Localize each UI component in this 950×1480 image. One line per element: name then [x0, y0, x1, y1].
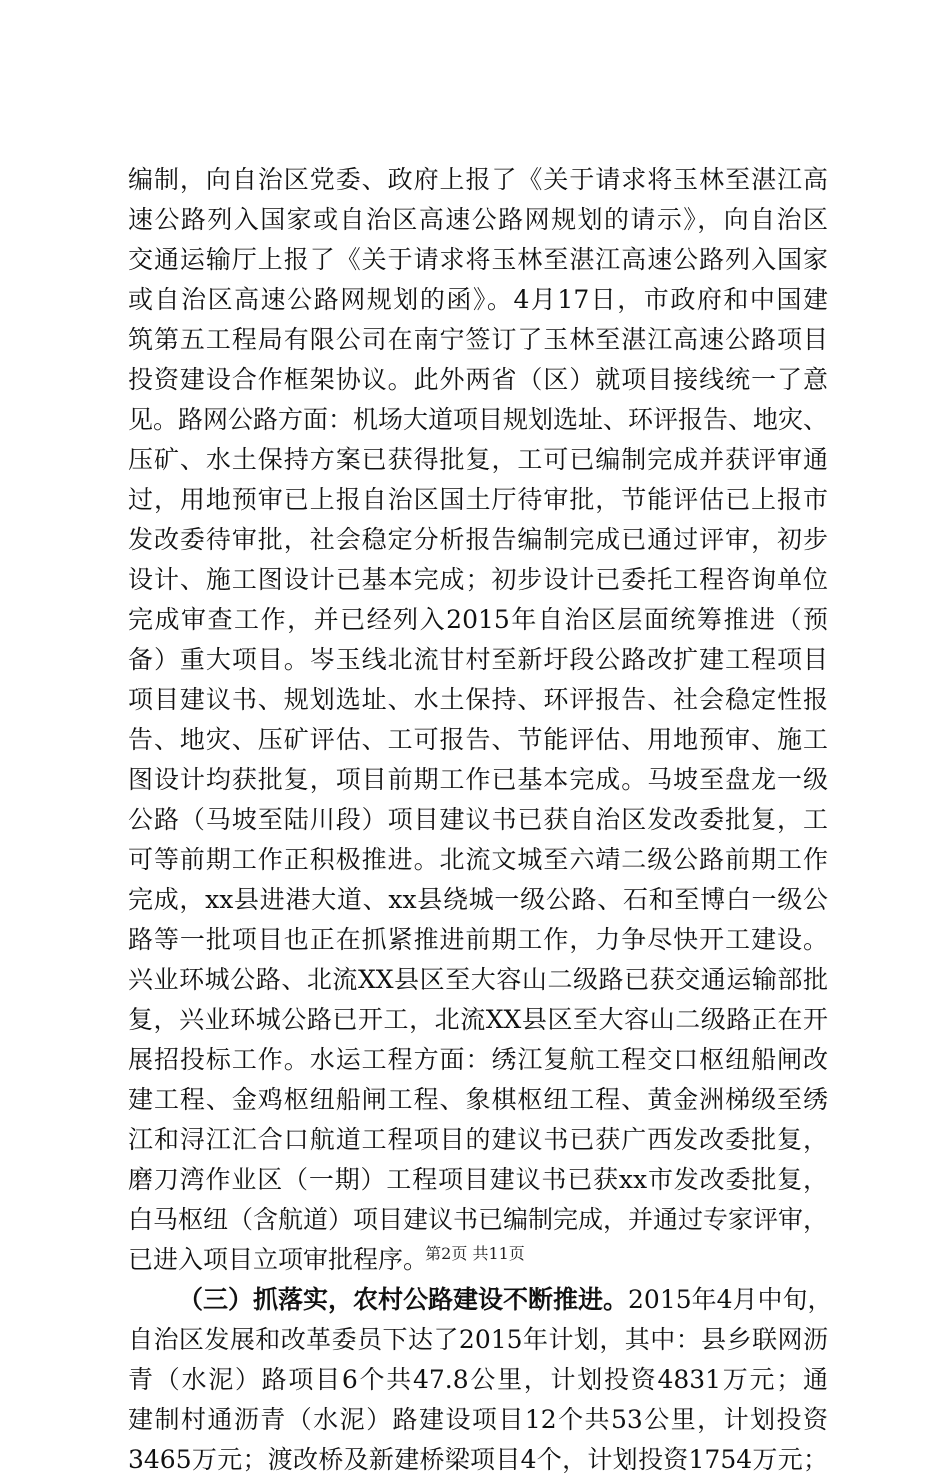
text-line: 3465万元；渡改桥及新建桥梁项目4个，计划投资1754万元；	[128, 1445, 828, 1474]
text-line: 项目建议书、规划选址、水土保持、环评报告、社会稳定性报	[128, 685, 828, 714]
text-line: 见。路网公路方面：机场大道项目规划选址、环评报告、地灾、	[128, 405, 829, 434]
text-line: 设计、施工图设计已基本完成；初步设计已委托工程咨询单位	[128, 565, 828, 594]
text-line: 展招投标工作。水运工程方面：绣江复航工程交口枢纽船闸改	[128, 1045, 828, 1074]
text-line: 备）重大项目。岑玉线北流甘村至新圩段公路改扩建工程项目	[128, 645, 828, 674]
text-line: 建工程、金鸡枢纽船闸工程、象棋枢纽工程、黄金洲梯级至绣	[128, 1085, 828, 1114]
text-line: 自治区发展和改革委员下达了2015年计划，其中：县乡联网沥	[128, 1325, 828, 1354]
text-line: 路等一批项目也正在抓紧推进前期工作，力争尽快开工建设。	[128, 925, 828, 954]
text-line: 过，用地预审已上报自治区国土厅待审批，节能评估已上报市	[128, 485, 828, 514]
text-line: 压矿、水土保持方案已获得批复，工可已编制完成并获评审通	[128, 445, 828, 474]
text-line: 兴业环城公路、北流XX县区至大容山二级路已获交通运输部批	[128, 965, 828, 994]
text-line: 白马枢纽（含航道）项目建议书已编制完成，并通过专家评审，	[128, 1205, 829, 1234]
text-line: 交通运输厅上报了《关于请求将玉林至湛江高速公路列入国家	[128, 245, 828, 274]
text-line: 青（水泥）路项目6个共47.8公里，计划投资4831万元；通	[128, 1365, 828, 1394]
text-line: 可等前期工作正积极推进。北流文城至六靖二级公路前期工作	[128, 845, 828, 874]
section-3-lead-text: 2015年4月中旬，	[628, 1285, 833, 1314]
text-line: 投资建设合作框架协议。此外两省（区）就项目接线统一了意	[128, 365, 828, 394]
text-line: 复，兴业环城公路已开工，北流XX县区至大容山二级路正在开	[128, 1005, 828, 1034]
text-line: 图设计均获批复，项目前期工作已基本完成。马坡至盘龙一级	[128, 765, 828, 794]
text-line: 完成审查工作，并已经列入2015年自治区层面统筹推进（预	[128, 605, 828, 634]
text-line: 筑第五工程局有限公司在南宁签订了玉林至湛江高速公路项目	[128, 325, 828, 354]
text-line: 公路（马坡至陆川段）项目建议书已获自治区发改委批复，工	[128, 805, 828, 834]
body-text	[128, 160, 833, 1480]
text-line: 完成，xx县进港大道、xx县绕城一级公路、石和至博白一级公	[128, 885, 828, 914]
text-line: 或自治区高速公路网规划的函》。4月17日，市政府和中国建	[128, 285, 828, 314]
section-3-first-line	[128, 1280, 833, 1320]
text-line: 告、地灾、压矿评估、工可报告、节能评估、用地预审、施工	[128, 725, 828, 754]
text-line: 建制村通沥青（水泥）路建设项目12个共53公里，计划投资	[128, 1405, 828, 1434]
section-3-heading: （三）抓落实，农村公路建设不断推进。	[178, 1285, 629, 1314]
text-line: 已进入项目立项审批程序。	[128, 1245, 429, 1274]
text-line: 速公路列入国家或自治区高速公路网规划的请示》，向自治区	[128, 205, 828, 234]
text-line: 磨刀湾作业区（一期）工程项目建议书已获xx市发改委批复，	[128, 1165, 828, 1194]
text-line: 发改委待审批，社会稳定分析报告编制完成已通过评审，初步	[128, 525, 828, 554]
text-line: 江和浔江汇合口航道工程项目的建议书已获广西发改委批复，	[128, 1125, 828, 1154]
page-number-footer: 第2页 共11页	[425, 1244, 525, 1263]
text-line: 编制，向自治区党委、政府上报了《关于请求将玉林至湛江高	[128, 165, 828, 194]
